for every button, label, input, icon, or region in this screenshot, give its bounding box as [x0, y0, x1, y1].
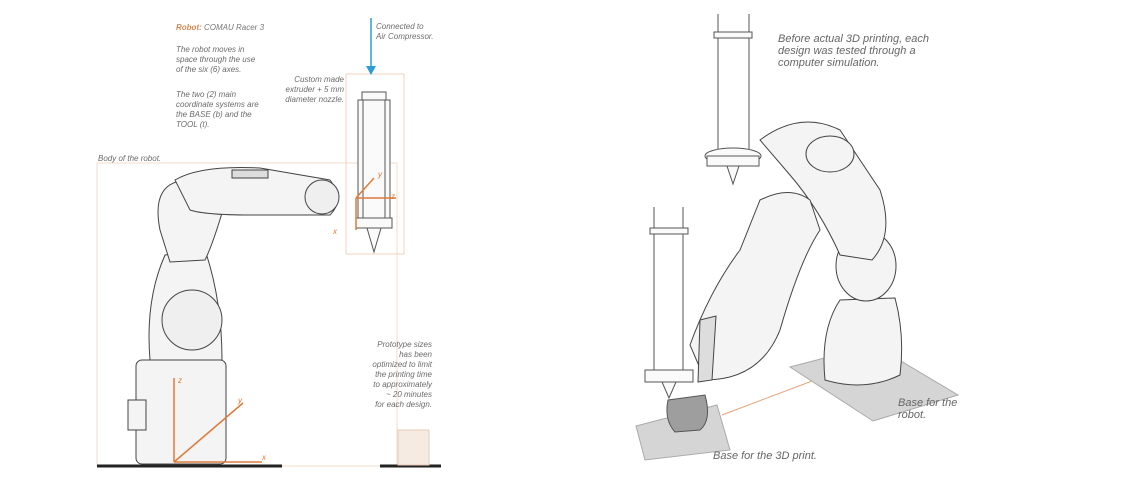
coord-text	[176, 90, 259, 130]
simulation-line-1: Before actual 3D printing, each	[778, 33, 930, 45]
base-connector	[722, 381, 812, 415]
base-print-text: Base for the 3D print.	[713, 450, 817, 462]
simulation-text	[778, 33, 929, 69]
base-x-label: x	[262, 453, 266, 462]
printed-object	[667, 395, 708, 432]
extruder-text	[264, 75, 344, 105]
prototype-box	[398, 430, 429, 465]
base-robot-line-1: Base for the	[898, 397, 958, 409]
prototype-line-1: Prototype sizes	[377, 340, 432, 349]
prototype-text	[350, 340, 432, 410]
coord-line-4: TOOL (t).	[176, 120, 210, 129]
robot-title	[176, 23, 264, 32]
body-label: Body of the robot.	[98, 154, 162, 163]
compressor-text	[376, 22, 434, 42]
sim-extruder	[705, 14, 761, 184]
extruder-line-3: diameter nozzle.	[285, 95, 344, 104]
prototype-line-3: optimized to limit	[372, 360, 432, 369]
tool-y-label: y	[378, 170, 382, 179]
prototype-line-2: has been	[399, 350, 432, 359]
base-robot-text	[898, 397, 957, 421]
moves-text	[176, 45, 255, 75]
moves-line-3: of the six (6) axes.	[176, 65, 242, 74]
prototype-line-4: the printing time	[375, 370, 432, 379]
robot-label: Robot:	[176, 23, 202, 32]
moves-line-2: space through the use	[176, 55, 256, 64]
base-z-label: z	[178, 376, 182, 385]
robot-model: COMAU Racer 3	[204, 23, 265, 32]
extruder-left	[356, 92, 392, 252]
robot-left	[128, 168, 339, 465]
prototype-line-6: ~ 20 minutes	[385, 390, 432, 399]
extruder-line-2: extruder + 5 mm	[285, 85, 344, 94]
extruder-line-1: Custom made	[294, 75, 344, 84]
compressor-line-2: Air Compressor.	[376, 32, 434, 41]
compressor-line-1: Connected to	[376, 22, 424, 31]
coord-line-2: coordinate systems are	[176, 100, 259, 109]
moves-line-1: The robot moves in	[176, 45, 245, 54]
prototype-line-7: for each design.	[375, 400, 432, 409]
tool-z-label: z	[391, 192, 395, 201]
coord-line-1: The two (2) main	[176, 90, 237, 99]
simulation-line-2: design was tested through a	[778, 45, 916, 57]
print-extruder	[645, 207, 693, 398]
simulation-line-3: computer simulation.	[778, 57, 880, 69]
prototype-line-5: to approximately	[373, 380, 432, 389]
tool-x-label: x	[333, 227, 337, 236]
base-y-label: y	[238, 396, 242, 405]
base-robot-line-2: robot.	[898, 409, 927, 421]
coord-line-3: the BASE (b) and the	[176, 110, 252, 119]
